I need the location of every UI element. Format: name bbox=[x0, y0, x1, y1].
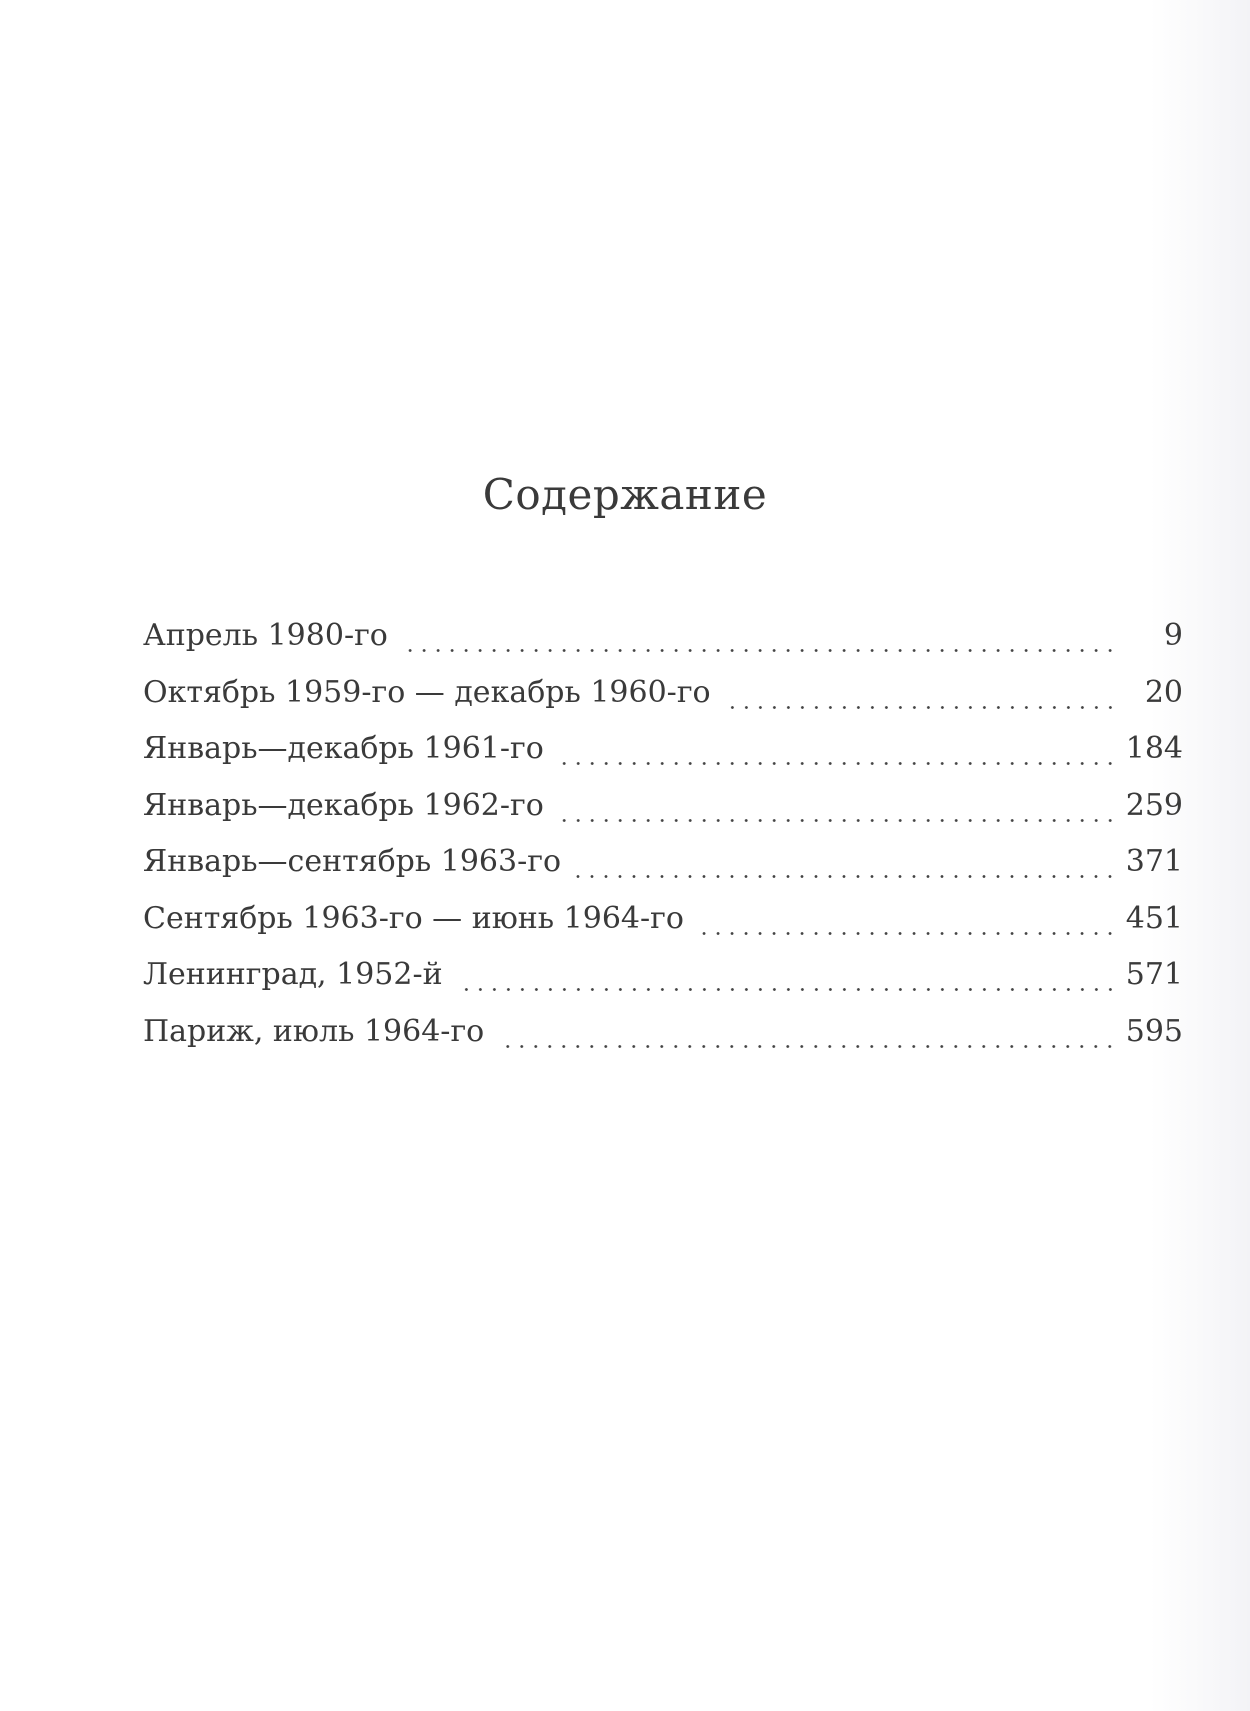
toc-entry-page: 259 bbox=[1125, 787, 1183, 823]
toc-entry-page: 595 bbox=[1125, 1013, 1183, 1049]
toc-entry bbox=[143, 947, 1183, 1004]
toc-entry-title: Апрель 1980-го bbox=[143, 618, 388, 653]
toc-entry-title: Январь—сентябрь 1963-го bbox=[143, 844, 562, 879]
dot-leader bbox=[556, 798, 1117, 828]
dot-leader bbox=[573, 854, 1117, 884]
dot-leader bbox=[400, 628, 1117, 658]
toc-entry-page: 371 bbox=[1125, 844, 1183, 879]
toc-entry bbox=[143, 665, 1183, 722]
toc-entry bbox=[143, 1004, 1183, 1061]
toc-entry-page: 9 bbox=[1163, 618, 1183, 653]
toc-entry bbox=[143, 721, 1183, 778]
toc-entry-page: 184 bbox=[1125, 731, 1183, 766]
page-title: Содержание bbox=[482, 470, 768, 519]
toc-entry bbox=[143, 834, 1183, 891]
dot-leader bbox=[696, 911, 1117, 941]
dot-leader bbox=[496, 1024, 1117, 1054]
toc-entry-page: 571 bbox=[1125, 957, 1183, 992]
dot-leader bbox=[723, 685, 1117, 715]
table-of-contents bbox=[143, 608, 1183, 1060]
toc-entry-title: Париж, июль 1964-го bbox=[143, 1013, 485, 1049]
toc-entry-page: 451 bbox=[1125, 900, 1183, 936]
toc-entry-title: Октябрь 1959-го — декабрь 1960-го bbox=[143, 674, 711, 710]
toc-entry-title: Сентябрь 1963-го — июнь 1964-го bbox=[143, 900, 684, 936]
toc-entry bbox=[143, 778, 1183, 835]
toc-entry-title: Ленинград, 1952-й bbox=[143, 957, 443, 992]
toc-entry bbox=[143, 891, 1183, 948]
toc-entry-title: Январь—декабрь 1961-го bbox=[143, 731, 544, 766]
dot-leader bbox=[455, 967, 1117, 997]
toc-entry bbox=[143, 608, 1183, 665]
toc-entry-title: Январь—декабрь 1962-го bbox=[143, 787, 544, 823]
dot-leader bbox=[556, 741, 1117, 771]
toc-entry-page: 20 bbox=[1144, 674, 1183, 710]
